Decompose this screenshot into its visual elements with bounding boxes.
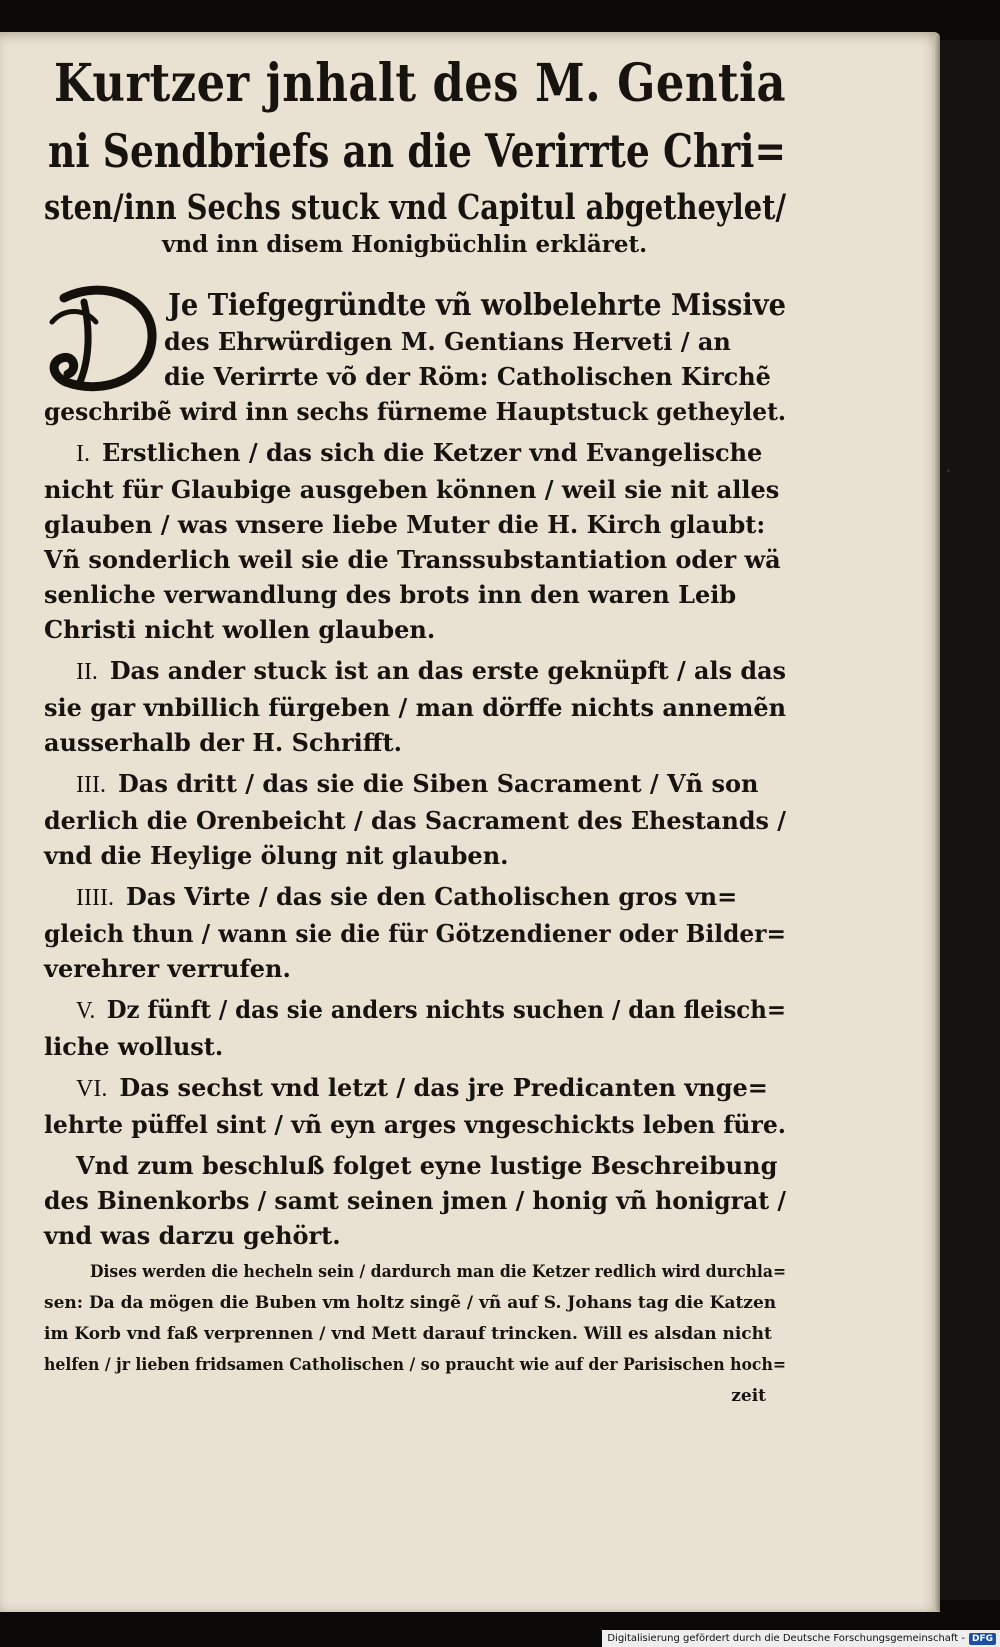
section-2 [44, 653, 787, 760]
page-edge [934, 36, 940, 1611]
drop-cap [44, 278, 162, 396]
title-line: Kurtzer jnhalt des M. Gentia [54, 53, 786, 114]
section-4 [44, 879, 784, 986]
drop-cap-flourish-icon [44, 278, 162, 396]
intro-line: geschribẽ wird inn sechs fürneme Hauptstuck getheylet. [44, 397, 786, 426]
section-line: VI. Das sechst vnd letzt / das jre Predicanten vnge= [76, 1073, 768, 1102]
dfg-logo: DFG [969, 1633, 996, 1645]
title-block [44, 53, 786, 258]
section-1 [44, 435, 784, 647]
intro-paragraph [44, 288, 784, 429]
section-line: I. Erstlichen / das sich die Ketzer vnd Evangelische [76, 438, 763, 467]
digitization-credit: Digitalisierung gefördert durch die Deutsche Forschungsgemeinschaft - [607, 1633, 965, 1644]
adjacent-page-strip [938, 40, 1000, 1600]
section-number: II. [76, 659, 98, 685]
digitization-credit-bar [602, 1630, 1000, 1647]
section-line: lehrte püffel sint / vñ eyn arges vngeschickts leben füre. [44, 1110, 786, 1139]
small-print-line: Dises werden die hecheln sein / dardurch man die Ketzer redlich wird durchla= [90, 1262, 786, 1282]
conclusion-line: Vnd zum beschluß folget eyne lustige Beschreibung [76, 1151, 778, 1180]
intro-line: die Verirrte võ der Röm: Catholischen Kirchẽ [164, 362, 771, 391]
section-line: glauben / was vnsere liebe Muter die H. Kirch glaubt: [44, 510, 766, 539]
conclusion [44, 1148, 784, 1253]
page-text [44, 53, 787, 1412]
section-line: IIII. Das Virte / das sie den Catholischen gros vn= [76, 882, 738, 911]
section-line: vnd die Heylige ölung nit glauben. [44, 841, 509, 870]
section-line: liche wollust. [44, 1032, 224, 1061]
section-5 [44, 992, 784, 1064]
section-line: derlich die Orenbeicht / das Sacrament des Ehestands / [44, 806, 786, 835]
section-line: Christi nicht wollen glauben. [44, 615, 436, 644]
section-number: VI. [76, 1076, 108, 1102]
title-line: ni Sendbriefs an die Verirrte Chri= [48, 124, 786, 178]
conclusion-line: vnd was darzu gehört. [44, 1221, 341, 1250]
intro-line: Je Tiefgegründte vñ wolbelehrte Missive [168, 288, 786, 323]
section-6 [44, 1070, 784, 1142]
section-number: I. [76, 441, 90, 467]
section-number: III. [76, 772, 106, 798]
section-line: V. Dz fünft / das sie anders nichts suchen / dan fleisch= [76, 995, 786, 1024]
intro-line: des Ehrwürdigen M. Gentians Herveti / an [164, 327, 731, 356]
section-number: IIII. [76, 885, 114, 911]
small-print-line: im Korb vnd faß verprennen / vnd Mett darauf trincken. Will es alsdan nicht [44, 1324, 772, 1344]
section-line: III. Das dritt / das sie die Siben Sacrament / Vñ son [76, 769, 759, 798]
conclusion-line: des Binenkorbs / samt seinen jmen / honig vñ honigrat / [44, 1186, 786, 1215]
small-print-line: helfen / jr lieben fridsamen Catholischen / so praucht wie auf der Parisischen hoch= [44, 1355, 786, 1375]
section-number: V. [76, 998, 96, 1024]
title-line: vnd inn disem Honigbüchlin erkläret. [162, 231, 648, 258]
section-line: ausserhalb der H. Schrifft. [44, 728, 402, 757]
section-line: Vñ sonderlich weil sie die Transsubstantiation oder wä [44, 545, 781, 574]
section-line: II. Das ander stuck ist an das erste geknüpft / als das [76, 656, 787, 685]
bleed-through-mark: . [946, 460, 951, 476]
section-line: senliche verwandlung des brots inn den waren Leib [44, 580, 737, 609]
small-print [44, 1257, 784, 1412]
section-line: gleich thun / wann sie die für Götzendiener oder Bilder= [44, 919, 786, 948]
section-3 [44, 766, 784, 873]
small-print-line: sen: Da da mögen die Buben vm holtz singẽ / vñ auf S. Johans tag die Katzen [44, 1293, 777, 1313]
catchword: zeit [731, 1386, 766, 1406]
title-line: sten/inn Sechs stuck vnd Capitul abgetheylet/ [44, 187, 786, 228]
section-line: sie gar vnbillich fürgeben / man dörffe nichts annemẽn [44, 693, 786, 722]
section-line: verehrer verrufen. [44, 954, 291, 983]
section-line: nicht für Glaubige ausgeben können / weil sie nit alles [44, 475, 780, 504]
